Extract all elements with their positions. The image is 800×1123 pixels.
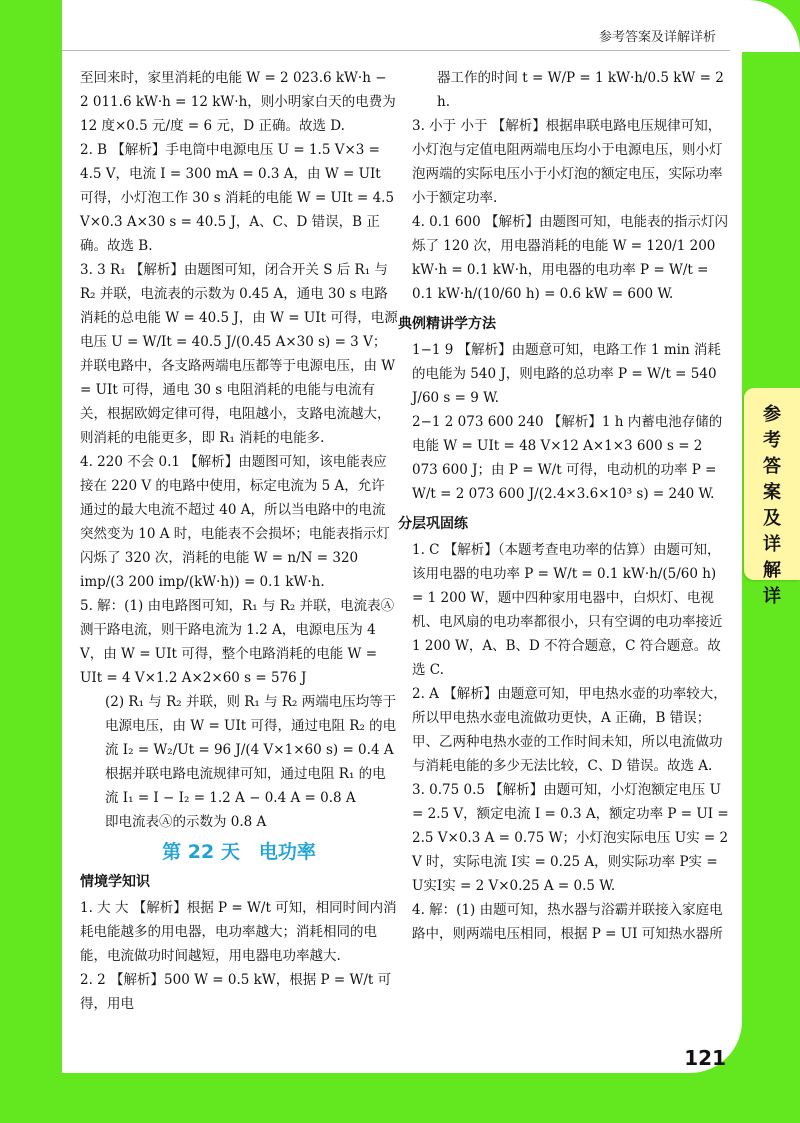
answer-paragraph: 3. 0.75 0.5 【解析】由题可知，小灯泡额定电压 U = 2.5 V，额定电流 I = 0.3 A，额定功率 P = UI = 2.5 V×0.3 A = 0.75 W；小灯泡实际电压 U实 = 2 V 时，实际电流 I实 = 0.25 A，则实际功率 P实 = U实I实 = 2 V×0.25 A = 0.5 W.: [412, 782, 729, 894]
header-rule: [62, 50, 730, 51]
page-number: 121: [684, 1046, 726, 1070]
answer-paragraph: 1. 大 大 【解析】根据 P = W/t 可知，相同时间内消耗电能越多的用电器，电功率越大；消耗相同的电能，电流做功时间越短，用电器电功率越大.: [80, 900, 397, 964]
answer-paragraph: 即电流表Ⓐ的示数为 0.8 A: [105, 814, 267, 830]
side-tab-char: 案: [763, 482, 781, 503]
left-column: [80, 66, 398, 1016]
answer-paragraph: 根据并联电路电流规律可知，通过电阻 R₁ 的电流 I₁ = I − I₂ = 1.2 A − 0.4 A = 0.8 A: [105, 766, 386, 806]
side-tab-char: 详: [763, 586, 781, 607]
answer-paragraph: 器工作的时间 t = W/P = 1 kW·h/0.5 kW = 2 h.: [437, 70, 724, 110]
answer-paragraph: 2. B 【解析】手电筒中电源电压 U = 1.5 V×3 = 4.5 V，电流 I = 300 mA = 0.3 A，由 W = UIt 可得，小灯泡工作 30 s 消耗的电能 W = UIt = 4.5 V×0.3 A×30 s = 40.5 J，A、C、D 错误，B 正确。故选 B.: [80, 142, 395, 254]
answer-paragraph: 4. 220 不会 0.1 【解析】由题图可知，该电能表应接在 220 V 的电路中使用，标定电流为 5 A，允许通过的最大电流不超过 40 A，所以当电路中的电流突然变为 10 A 时，电能表不会损坏；电能表指示灯闪烁了 320 次，消耗的电能 W = n/N = 320 imp/(3 200 imp/(kW·h)) = 0.1 kW·h.: [80, 454, 390, 590]
side-tab-char: 解: [763, 560, 781, 581]
answer-paragraph: 2. A 【解析】由题意可知，甲电热水壶的功率较大，所以甲电热水壶电流做功更快，A 正确，B 错误；甲、乙两种电热水壶的工作时间未知，所以电流做功与消耗电能的多少无法比较，C、D 错误。故选 A.: [412, 686, 727, 774]
side-tab-char: 参: [763, 404, 781, 425]
running-header: 参考答案及详解详析: [598, 30, 716, 45]
answer-paragraph: (2) R₁ 与 R₂ 并联，则 R₁ 与 R₂ 两端电压均等于电源电压，由 W = UIt 可得，通过电阻 R₂ 的电流 I₂ = W₂/Ut = 96 J/(4 V×1×60 s) = 0.4 A: [105, 694, 397, 758]
answer-paragraph: 2. 2 【解析】500 W = 0.5 kW，根据 P = W/t 可得，用电: [80, 972, 392, 1012]
answer-paragraph: 5. 解：(1) 由电路图可知，R₁ 与 R₂ 并联，电流表Ⓐ测干路电流，则干路电流为 1.2 A，电源电压为 4 V，由 W = UIt 可得，整个电路消耗的电能 W = UIt = 4 V×1.2 A×2×60 s = 576 J: [80, 598, 395, 686]
answer-paragraph: 3. 小于 小于 【解析】根据串联电路电压规律可知，小灯泡与定值电阻两端电压均小于电源电压，则小灯泡两端的实际电压小于小灯泡的额定电压，实际功率小于额定功率.: [412, 118, 723, 206]
answer-paragraph: 3. 3 R₁ 【解析】由题图可知，闭合开关 S 后 R₁ 与 R₂ 并联，电流表的示数为 0.45 A，通电 30 s 电路消耗的总电能 W = 40.5 J，由 W = UIt 可得，电源电压 U = W/It = 40.5 J/(0.45 A×30 s) = 3 V；并联电路中，各支路两端电压都等于电源电压，由 W = UIt 可得，通电 30 s 电阻消耗的电能与电流有关，根据欧姆定律可得，电阻越小，支路电流越大，则消耗的电能更多，即 R₁ 消耗的电能多.: [80, 262, 398, 446]
section-heading: 分层巩固练: [398, 516, 468, 532]
answer-paragraph: 至回来时，家里消耗的电能 W = 2 023.6 kW·h − 2 011.6 kW·h = 12 kW·h，则小明家白天的电费为 12 度×0.5 元/度 = 6 元，D 正确。故选 D.: [80, 70, 396, 134]
day-title: 第 22 天 电功率: [162, 841, 316, 863]
answer-paragraph: 1. C 【解析】（本题考查电功率的估算）由题可知，该用电器的电功率 P = W/t = 0.1 kW·h/(5/60 h) = 1 200 W，题中四种家用电器中，白炽灯、电视机、电风扇的电功率都很小，只有空调的电功率接近 1 200 W，A、B、D 不符合题意，C 符合题意。故选 C.: [412, 542, 723, 678]
side-tab-char: 答: [763, 456, 781, 477]
side-tab-char: 及: [763, 508, 781, 529]
answer-paragraph: 1−1 9 【解析】由题意可知，电路工作 1 min 消耗的电能为 540 J，则电路的总功率 P = W/t = 540 J/60 s = 9 W.: [412, 342, 721, 406]
section-heading: 情境学知识: [80, 874, 150, 890]
side-tab-char: 考: [763, 430, 781, 451]
side-tab: [744, 388, 800, 607]
right-column: [398, 66, 730, 946]
side-tab-char: 详: [763, 534, 781, 555]
answer-paragraph: 2−1 2 073 600 240 【解析】1 h 内蓄电池存储的电能 W = UIt = 48 V×12 A×1×3 600 s = 2 073 600 J；由 P = W/t 可得，电动机的功率 P = W/t = 2 073 600 J/(2.4×3.6×10³ s) = 240 W.: [412, 414, 723, 502]
answer-paragraph: 4. 解：(1) 由题可知，热水器与浴霸并联接入家庭电路中，则两端电压相同，根据 P = UI 可知热水器所: [412, 902, 723, 942]
section-heading: 典例精讲学方法: [398, 316, 496, 332]
answer-paragraph: 4. 0.1 600 【解析】由题图可知，电能表的指示灯闪烁了 120 次，用电器消耗的电能 W = 120/1 200 kW·h = 0.1 kW·h，用电器的电功率 P = W/t = 0.1 kW·h/(10/60 h) = 0.6 kW = 600 W.: [412, 214, 728, 302]
